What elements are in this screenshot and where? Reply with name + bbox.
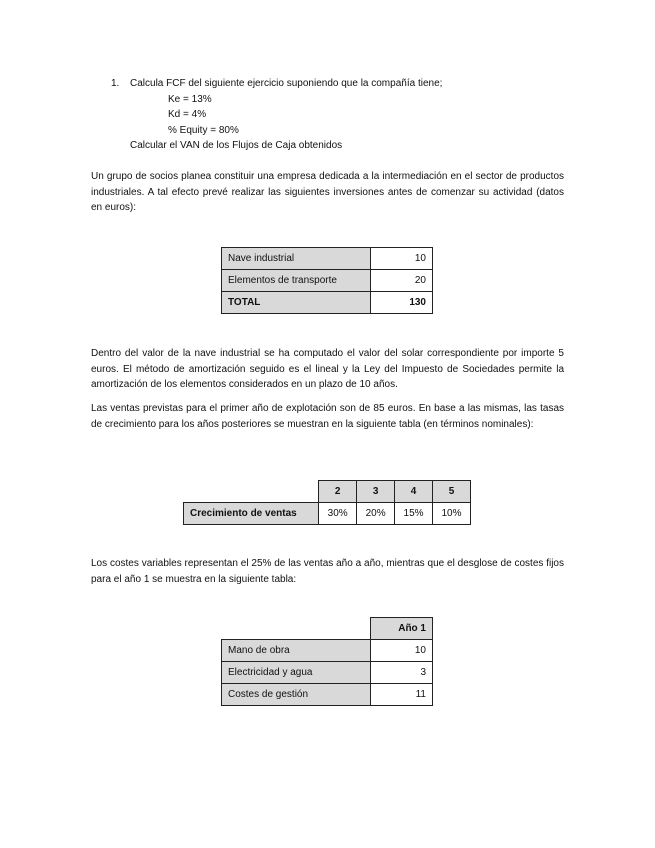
sales-paragraph: Las ventas previstas para el primer año de explotación son de 85 euros. En base a las mismas, las tasas de crecimiento para los años posteriores se muestran en la siguiente tabla (en términos nominales):	[91, 403, 564, 430]
costs-paragraph: Los costes variables representan el 25% de las ventas año a año, mientras que el desglose de costes fijos para el año 1 se muestra en la siguiente tabla:	[91, 558, 564, 585]
growth-value: 20%	[357, 503, 395, 525]
growth-row-label: Crecimiento de ventas	[184, 503, 319, 525]
param-kd: Kd = 4%	[168, 109, 207, 120]
exercise-instruction: Calcular el VAN de los Flujos de Caja obtenidos	[130, 140, 343, 151]
fixed-cost-value: 11	[371, 684, 433, 706]
investment-label: Elementos de transporte	[222, 270, 371, 292]
exercise-number: 1.	[111, 78, 120, 89]
table-row	[222, 292, 433, 314]
table-row	[222, 684, 433, 706]
table-row	[184, 503, 471, 525]
table-row	[222, 662, 433, 684]
fixed-cost-value: 3	[371, 662, 433, 684]
growth-year-header: 5	[433, 481, 471, 503]
growth-value: 30%	[319, 503, 357, 525]
investment-total-label: TOTAL	[222, 292, 371, 314]
growth-year-header: 3	[357, 481, 395, 503]
fixed-costs-header: Año 1	[371, 618, 433, 640]
param-ke: Ke = 13%	[168, 94, 212, 105]
amortization-paragraph: Dentro del valor de la nave industrial se ha computado el valor del solar correspondiente por importe 5 euros. El método de amortización seguido es el lineal y la Ley del Impuesto de Sociedades permite la amortización de los elementos considerados en un plazo de 10 años.	[91, 348, 564, 390]
fixed-cost-label: Mano de obra	[222, 640, 371, 662]
param-equity: % Equity = 80%	[168, 125, 239, 136]
investment-total-value: 130	[371, 292, 433, 314]
fixed-costs-corner	[222, 618, 371, 640]
growth-year-header: 2	[319, 481, 357, 503]
growth-value: 15%	[395, 503, 433, 525]
investment-label: Nave industrial	[222, 248, 371, 270]
table-row	[184, 481, 471, 503]
table-row	[222, 640, 433, 662]
table-row	[222, 270, 433, 292]
growth-year-header: 4	[395, 481, 433, 503]
investment-table	[221, 247, 433, 314]
table-row	[222, 248, 433, 270]
intro-paragraph: Un grupo de socios planea constituir una empresa dedicada a la intermediación en el sector de productos industriales. A tal efecto prevé realizar las siguientes inversiones antes de comenzar su actividad (datos en euros):	[91, 171, 564, 213]
exercise-statement: Calcula FCF del siguiente ejercicio suponiendo que la compañía tiene;	[130, 78, 443, 89]
growth-corner	[184, 481, 319, 503]
fixed-cost-label: Electricidad y agua	[222, 662, 371, 684]
investment-value: 20	[371, 270, 433, 292]
growth-value: 10%	[433, 503, 471, 525]
fixed-cost-label: Costes de gestión	[222, 684, 371, 706]
fixed-costs-table	[221, 617, 433, 706]
fixed-cost-value: 10	[371, 640, 433, 662]
table-row	[222, 618, 433, 640]
growth-table	[183, 480, 471, 525]
investment-value: 10	[371, 248, 433, 270]
